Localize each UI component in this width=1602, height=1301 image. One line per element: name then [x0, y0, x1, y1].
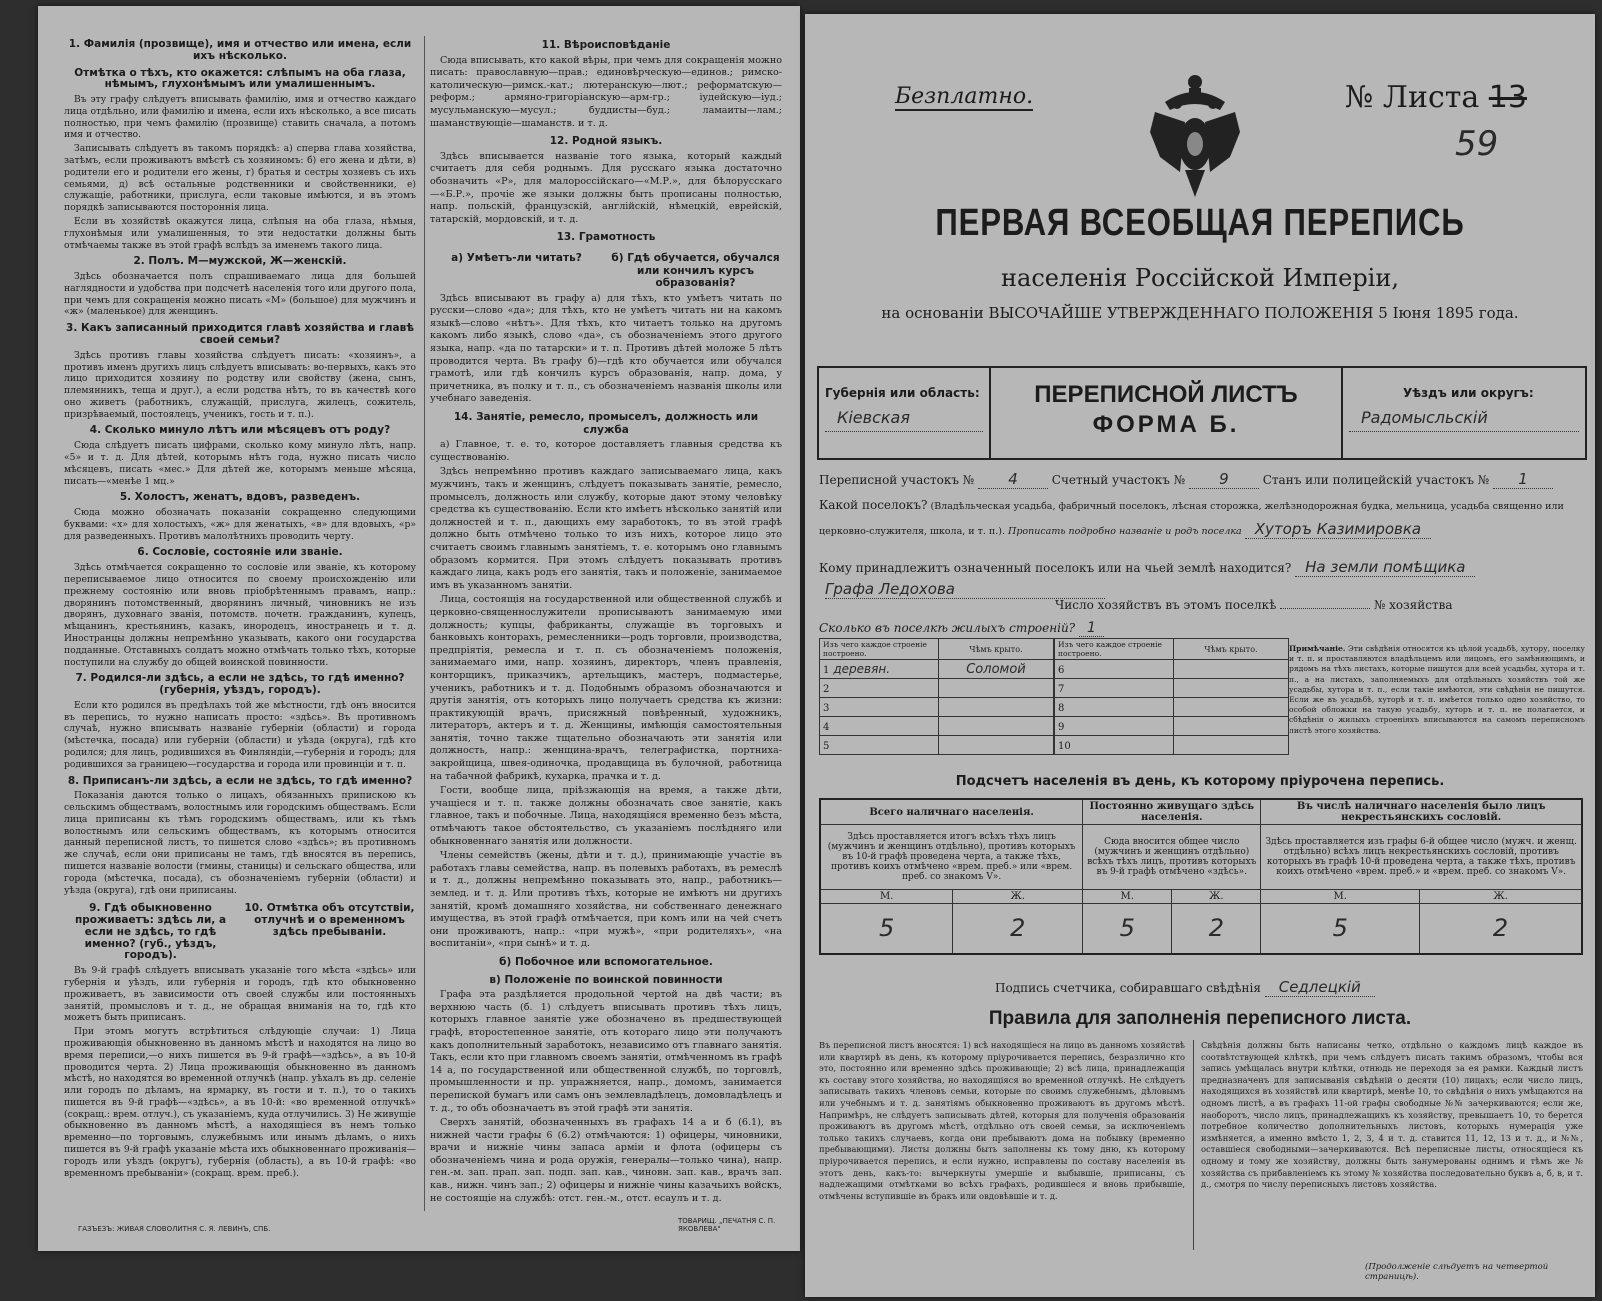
section-heading: 5. Холостъ, женатъ, вдовъ, разведенъ.: [119, 491, 361, 504]
buildings-tables: [819, 638, 1289, 755]
pop-value: 5: [1083, 904, 1172, 954]
schetny-value: 9: [1189, 470, 1259, 489]
perepisnoy-label: Переписной участокъ №: [819, 473, 975, 487]
region-header-box: [817, 366, 1587, 460]
pop-desc-permanent: Сюда вносится общее число (мужчинъ и женщинъ отдѣльно) всѣхъ тѣхъ лицъ, противъ которыхъ въ 9-й графѣ отмѣчено «здѣсь».: [1083, 825, 1261, 890]
pop-value: 2: [1420, 904, 1582, 954]
sheet-number: [1345, 80, 1527, 115]
sheet-number-old: 13: [1488, 80, 1527, 115]
section-paragraph: Записывать слѣдуетъ въ такомъ порядкѣ: а) сперва глава хозяйства, затѣмъ, если проживаютъ вмѣстѣ съ хозяиномъ: б) его жена и дѣти, в) родители его и родители его жены, г) братья и сестры хозяевъ съ ихъ семьями, д) всѣ остальные родственники и свойственники, е) служащіе, работники, прислуга, если таковые имѣются, и въ этомъ порядкѣ записываются постороннія лица.: [64, 143, 416, 214]
split-heading: [64, 898, 416, 965]
settlement-block: [819, 494, 1581, 543]
section-paragraph: Здѣсь противъ главы хозяйства слѣдуетъ писать: «хозяинъ», а противъ именъ другихъ лицъ слѣдуетъ вписывать: во-первыхъ, какъ это лицо приходится хозяину по родству или свойству (жена, сынъ, племянникъ, теща и друг.), а если родства нѣтъ, то въ качествѣ кого оно живетъ (работникъ, служащій, прислуга, жилецъ, сожитель, призрѣваемый, постоялецъ, ученикъ, гость и т. п.).: [64, 349, 416, 420]
section-paragraph: Здѣсь отмѣчается сокращенно то сословіе или званіе, къ которому переписываемое лицо относится по своему происхожденію или прежнему состоянію или вновь пріобрѣтеннымъ правамъ, напр.: дворянинъ потомственный, дворянинъ личный, чиновникъ не изъ дворянъ, духовнаго званія, потомств. почетн. гражданинъ, купецъ, мѣщанинъ, крестьянинъ, казакъ, инородецъ, иностранецъ и т. д. Иностранцы должны непремѣнно указывать, какого они государства подданные. Отставныхъ солдатъ можно отмѣчать только тѣхъ, которые поступили на службу до общей воинской повинности.: [64, 562, 416, 668]
building-row: [1055, 660, 1289, 679]
rules-continued: (Продолженіе слѣдуетъ на четвертой страницѣ).: [1365, 1262, 1549, 1282]
gubernia-value: Кіевская: [825, 404, 983, 432]
section-paragraph: Показанія даются только о лицахъ, обязанныхъ припискою къ сельскимъ обществамъ, волостнымъ или городскимъ обществамъ. Если лица приписаны къ тѣмъ городскимъ обществамъ, или къ тѣмъ волостнымъ или сельскимъ обществамъ, къ которымъ относится данный переписной листъ, то пишется слово «здѣсь»; въ противномъ же случаѣ, если они приписаны не тамъ, гдѣ вносятся въ перепись, пишется названіе волости (гмины, станицы) и сельскаго общества, или города (мѣстечка, посада), съ обозначеніемъ губерніи (области) и уѣзда (округа), гдѣ они приписаны.: [64, 790, 416, 896]
building-material-cell: [1055, 698, 1174, 717]
building-row: [820, 660, 1054, 679]
section-heading: 11. Вѣроисповѣданіе: [541, 39, 671, 51]
imperial-eagle-emblem-icon: [1145, 72, 1245, 202]
pop-header-total: Всего наличнаго населенія.: [820, 799, 1083, 825]
signature-value: Седлецкій: [1265, 978, 1375, 997]
rules-title: Правила для заполненія переписного листа.: [988, 1008, 1412, 1029]
pop-zh-header: Ж.: [1172, 890, 1261, 904]
households-count-label: Число хозяйствъ въ этомъ поселкѣ: [1055, 598, 1277, 612]
section-paragraph: Лица, состоящія на государственной или общественной службѣ и церковно-священнослужители прописываютъ занимаемую ими должность; купцы, фабриканты, служащіе въ торговыхъ и банковыхъ конторахъ, ремесленники—родъ торговли, производства, предпріятія, ремесла и т. п. съ обозначеніемъ положенія, занимаемаго ими, напр. хозяинъ, директоръ, членъ правленія, конторщикъ, приказчикъ, артельщикъ, мастеръ, подмастерье, ученикъ, работникъ и т. д. Подобнымъ образомъ обозначаются и другія занятія, отъ которыхъ лицо получаетъ средства къ жизни: практикующій врачъ, присяжный повѣренный, художникъ, литераторъ, актеръ и т. д. Женщины, имѣющія самостоятельныя занятія, точно также тщательно обозначають эти занятія или должность, напр.: женщина-врачъ, телеграфистка, портниха-закройщица, швея-одиночка, продавщица въ булочной, работница на табачной фабрикѣ, кухарка, прачка и т. д.: [430, 594, 782, 782]
owner-line: [819, 558, 1581, 576]
buildings-value: 1: [1079, 620, 1104, 637]
section-heading: 8. Приписанъ-ли здѣсь, а если не здѣсь, то гдѣ именно?: [67, 774, 413, 787]
section-heading: б) Гдѣ обучается, обучался или кончилъ курсъ образованія?: [611, 251, 780, 290]
note-title: Примѣчаніе.: [1289, 644, 1346, 653]
note-block: [1289, 644, 1585, 736]
pop-m-header: М.: [1261, 890, 1420, 904]
pop-m-header: М.: [820, 890, 953, 904]
section-paragraph: Сюда слѣдуетъ писать цифрами, сколько кому минуло лѣтъ, напр. «5» и т. д. Для дѣтей, которымъ нѣтъ года, нужно писать число мѣсяцевъ, писать «мес.» Для дѣтей же, которымъ меньше мѣсяца, писать—«менѣе 1 мц.»: [64, 440, 416, 487]
building-material-cell: [1055, 717, 1174, 736]
section-heading: 13. Грамотность: [556, 231, 656, 244]
signature-label: Подпись счетчика, собиравшаго свѣдѣнія: [995, 981, 1261, 995]
building-row: [820, 717, 1054, 736]
pop-desc-noncrest: Здѣсь проставляется изъ графы 6-й общее число (мужч. и женщ. отдѣльно) всѣхъ лицъ некрестьянскихъ сословій, противъ которыхъ въ графѣ 10-й проведена черта, а также тѣхъ, противъ коихъ отмѣчено «врем. преб.» и «врем. преб. со знакомъ V».: [1261, 825, 1582, 890]
pop-value: 5: [820, 904, 953, 954]
section-paragraph: Сюда можно обозначать показаніи сокращенно следующими буквами: «х» для холостыхъ, «ж» для женатыхъ, «в» для вдовыхъ, «р» для разведенныхъ. Противъ малолѣтнихъ проводить черту.: [64, 507, 416, 542]
section-heading: 9. Гдѣ обыкновенно проживаетъ: здѣсь ли, а если не здѣсь, то гдѣ именно? (губ., уѣздъ, городъ).: [74, 902, 227, 962]
building-row: [820, 679, 1054, 698]
pop-header-permanent: Постоянно живущаго здѣсь населенія.: [1083, 799, 1261, 825]
column-divider: [424, 36, 425, 1211]
building-row: [820, 736, 1054, 755]
section-heading: 12. Родной языкъ.: [549, 135, 663, 148]
rules-left-text: Въ переписной листъ вносятся: 1) всѣ находящіеся на лицо въ данномъ хозяйствѣ или квартирѣ въ день, къ которому пріурочивается перепись, безразлично кто это, постоянно или временно здѣсь проживающіе; 2) всѣ лица, принадлежащія къ составу этого хозяйства, но находящіяся во временной отлучкѣ. Не слѣдуетъ записывать такихъ членовъ семьи, которые по своимъ служебнымъ, дѣловымъ или учебнымъ и т. д. занятіямъ обыкновенно проживаютъ въ другомъ мѣстѣ. Напримѣръ, не слѣдуетъ записывать дѣтей, которыя для полученія образованія проживаютъ въ другомъ мѣстѣ, отдѣльно отъ своей семьи, за исключеніемъ только такихъ случаевъ, когда они пребываютъ дома на побывку (временно пребывающими). Листы должны быть заполнены къ тому дню, къ которому пріурочивается перепись, и если нужно, исправлены по составу населенія въ этотъ день, какъ-то: вычеркнуты умершіе и выбывшіе, приписаны, съ надлежащими отмѣтками во всѣхъ графахъ, родившіеся и вновь прибывшіе, отмѣчены вступившіе въ бракъ или овдовѣвшіе и т. д.: [819, 1040, 1185, 1201]
perepisnoy-value: 4: [978, 470, 1048, 489]
rules-divider: [1193, 1040, 1194, 1250]
section-paragraph: Въ 9-й графѣ слѣдуетъ вписывать указаніе того мѣста «здѣсь» или губернія и уѣздъ, или губернія и городъ, гдѣ кто обыкновенно проживаетъ, въ зависимости отъ своей службы или постоянныхъ занятій, промысловъ и т. д., не обращая вниманія на то, гдѣ кто можетъ быть приписанъ.: [64, 965, 416, 1024]
pop-value: 2: [1172, 904, 1261, 954]
building-material-cell: [820, 679, 939, 698]
owner-value-1: На земли помѣщика: [1295, 558, 1475, 577]
section-paragraph: Гости, вообще лица, пріѣзжающія на время, а также дѣти, учащіеся и т. п. также должны обозначать свое занятіе, какъ главное, такъ и побочные. Лица, находящіяся временно безъ мѣста, отмѣчаютъ такое обстоятельство, съ указаніемъ послѣдняго или обыкновеннаго занятія или должности.: [430, 785, 782, 847]
building-number: 4: [823, 722, 830, 733]
building-row: [820, 698, 1054, 717]
section-paragraph: Сюда вписывать, кто какой вѣры, при чемъ для сокращенія можно писать: православную—прав.; единовѣрческую—единов.; римско-католическую—римск.-кат.; лютеранскую—лют.; реформатскую—реформ.; армяно-григоріанскую—арм-гр.; іудейскую—іуд.; мусульманскую—мусул.; буддисты—буд.; ламаиты—лам.; шаманствующіе—шаманств. и т. д.: [430, 54, 782, 129]
build-header-roof-1: Чѣмъ крыто.: [939, 639, 1054, 660]
buildings-table-left: [819, 638, 1054, 755]
building-material-cell: [1055, 660, 1174, 679]
pop-header-noncrest: Въ числѣ наличнаго населенія было лицъ некрестьянскихъ сословій.: [1261, 799, 1582, 825]
building-roof: [1174, 698, 1289, 717]
section-paragraph: Графа эта раздѣляется продольной чертой на двѣ части; въ верхнюю часть (б. 1) слѣдуетъ вписывать противъ тѣхъ лицъ, которыхъ главное занятіе уже обозначено въ предшествующей графѣ, второстепенное занятіе, отъ котораго лицо эти получаютъ какъ дополнительный заработокъ, независимо отъ главнаго занятія. Такъ, если кто при главномъ своемъ занятіи, отмѣченномъ въ графѣ 14 а, по государственной или общественной службѣ, по торговлѣ, промышленности и пр. упражняется, напр., домомъ, занимается перепиской бумагъ или самъ онъ землевладѣлецъ, домовладѣлецъ и т. д., то объ обозначаетъ въ этой графѣ эти занятія.: [430, 989, 782, 1114]
pop-desc-total: Здѣсь проставляется итогъ всѣхъ тѣхъ лицъ (мужчинъ и женщинъ отдѣльно), противъ которыхъ въ 10-й графѣ проведена черта, а также тѣхъ, противъ коихъ отмѣчено «врем. преб.» или «врем. преб. со знакомъ V».: [820, 825, 1083, 890]
section-paragraph: Здѣсь обозначается полъ спрашиваемаго лица для большей наглядности и удобства при подсчетѣ населенія того или другого пола, при чемъ для сокращенія можно писать «М» (большое) для мужчинъ и «ж» (маленькое) для женщинъ.: [64, 271, 416, 318]
building-roof: Соломой: [939, 660, 1054, 679]
section-paragraph: При этомъ могутъ встрѣтиться слѣдующіе случаи: 1) Лица проживающія обыкновенно въ данномъ мѣстѣ и находятся на лицо во время переписи,—о нихъ пишется въ 9-й графѣ—«здѣсь», а въ 10-й проводится черта. 2) Лица проживающія обыкновенно въ данномъ мѣстѣ, но находятся во временной отлучкѣ (напр. уѣхалъ въ др. селеніе или городъ по дѣламъ, на ярмарку, въ гости и т. п.), то о такихъ пишется въ 9-й графѣ—«здѣсь», а въ 10-й: «во временной отлучкѣ» (сокращ.: врем. отлуч.), съ указаніемъ, куда отлучились. 3) Не живущіе обыкновенно въ данномъ мѣстѣ, а находящіеся въ немъ только временно—по торговымъ, служебнымъ или инымъ дѣламъ, о нихъ пишется въ 9-й графѣ указаніе мѣста ихъ обыкновеннаго проживанія—городъ или уѣздъ (округъ), губернія (область), а въ 10-й графѣ: «во временномъ пребываніи» (сокращ. врем. преб.).: [64, 1026, 416, 1179]
building-row: [1055, 698, 1289, 717]
uezd-value: Радомысльскій: [1349, 404, 1579, 432]
left-column-2: [430, 34, 782, 1207]
building-roof: [939, 717, 1054, 736]
section-heading: 4. Сколько минуло лѣтъ или мѣсяцевъ отъ роду?: [89, 424, 391, 437]
section-paragraph: Члены семействъ (жены, дѣти и т. д.), принимающіе участіе въ работахъ главы семейства, напр. въ полевыхъ работахъ, въ ремеслѣ и т. д., должны непремѣнно показывать это, напр., работникъ—землед. и т. д. Или противъ тѣхъ, которые не имѣютъ ни другихъ занятій, кромѣ домашняго хозяйства, ни собственнаго денежнаго имущества, въ этой графѣ отмѣчается, при комъ или на чей счетъ они проживаютъ, напр.: «при мужѣ», «при родителяхъ», «на воспитаніи», «при сынѣ» и т. д.: [430, 850, 782, 950]
census-title: ПЕРВАЯ ВСЕОБЩАЯ ПЕРЕПИСЬ: [935, 202, 1465, 244]
pop-m-header: М.: [1083, 890, 1172, 904]
signature-line: [995, 978, 1585, 996]
building-number: 2: [823, 684, 830, 695]
form-title-cell: [991, 368, 1343, 458]
building-material-cell: [1055, 679, 1174, 698]
gubernia-cell: [819, 368, 991, 458]
building-number: 9: [1058, 722, 1065, 733]
section-paragraph: Въ эту графу слѣдуетъ вписывать фамилію, имя и отчество каждаго лица отдѣльно, или фамилію и имена, если ихъ нѣсколько, а все писать полностью, при чемъ фамилію (прозвище) ставить сначала, а потомъ имя и отчество.: [64, 94, 416, 141]
census-subtitle: населенія Россійской Имперіи,: [1001, 264, 1399, 292]
free-label: Безплатно.: [895, 84, 1034, 109]
buildings-label: Сколько въ поселкѣ жилыхъ строеній?: [819, 621, 1076, 635]
building-material-cell: [820, 660, 939, 679]
poselok-value: Хуторъ Казимировка: [1245, 520, 1431, 539]
section-heading: 6. Сословіе, состояніе или званіе.: [137, 546, 343, 559]
right-page: [805, 14, 1595, 1297]
section-heading: 3. Какъ записанный приходится главѣ хозяйства и главѣ своей семьи?: [66, 322, 414, 346]
building-number: 5: [823, 741, 830, 752]
poselok-desc: (Владѣльческая усадьба, фабричный поселокъ, лѣсная сторожка, желѣзнодорожная будка, мельница, усадьба священно или церковно-служителя, школа, и т. п.).: [819, 501, 1564, 537]
building-roof: [1174, 717, 1289, 736]
note-text: Эти свѣдѣнія относятся къ цѣлой усадьбѣ, хутору, поселку и т. п. и проставляются владѣльцемъ или лицомъ, его замѣняющимъ, и рядомъ на тѣхъ листахъ, которые пишутся для всей усадьбы, хутора и т. п., а на листахъ, заполняемыхъ для отдѣльныхъ хозяйствъ той же усадьбы, хутора и т. п., если такіе имѣются, эти свѣдѣнія не пишутся. Если же въ усадьбѣ, хуторѣ и т. п. имѣется только одно хозяйство, то особой обложки на такую усадьбу, хуторъ и т. п. не полагается, и сбѣдѣнія о жилыхъ строеніяхъ вписываются на самомъ переписномъ листѣ этого хозяйства.: [1289, 644, 1585, 735]
building-material-cell: [820, 717, 939, 736]
household-no-label: № хозяйства: [1373, 598, 1453, 612]
building-number: 6: [1058, 665, 1065, 676]
poselok-hint: Прописать подробно названіе и родъ поселка: [1008, 526, 1242, 537]
form-title: ПЕРЕПИСНОЙ ЛИСТЪ: [1034, 381, 1298, 408]
rules-right-text: Свѣдѣнія должны быть написаны четко, отдѣльно о каждомъ лицѣ каждое въ соотвѣтствующей клѣткѣ, при чемъ слѣдуетъ писать такимъ образомъ, чтобы вся запись умѣщалась внутри клѣтки, отнюдь не переходя за ея рамки. Каждый листъ предназначенъ для записыванія свѣдѣній о десяти (10) лицахъ; если число лицъ, находящихся въ хозяйствѣ или квартирѣ, менѣе 10, то свѣдѣнія о нихъ умѣщаются на одномъ листѣ, а въ графахъ 11-ой графы свободные №№ зачеркиваются; если же, наоборотъ, число лицъ, принадлежащихъ къ хозяйству, превышаетъ 10, то берется потребное количество дополнительныхъ листовъ, которыхъ нумерація уже измѣняется, а именно вмѣсто 1, 2, 3, 4 и т. д. ставится 11, 12, 13 и т. д., и №№, оставшіеся свободными—зачеркиваются. Всѣ переписные листы, относящіеся къ одному и тому же хозяйству, должны быть занумерованы однимъ и тѣмъ же № хозяйства съ прибавленіемъ къ этому № хозяйства последовательно буквъ а, б, в, и т. д., смотря по числу переписныхъ листовъ хозяйства.: [1201, 1040, 1583, 1190]
building-roof: [1174, 736, 1289, 755]
section-paragraph: а) Главное, т. е. то, которое доставляетъ главныя средства къ существованію.: [430, 439, 782, 463]
printer-footer-right: ТОВАРИЩ. „ПЕЧАТНЯ С. П. ЯКОВЛЕВА": [678, 1217, 776, 1233]
stan-label: Станъ или полицейскій участокъ №: [1262, 473, 1490, 487]
population-count-title: Подсчетъ населенія въ день, къ которому пріурочена перепись.: [955, 774, 1445, 789]
pop-zh-header: Ж.: [953, 890, 1083, 904]
census-basis: на основаніи ВЫСОЧАЙШЕ УТВЕРЖДЕННАГО ПОЛОЖЕНІЯ 5 Іюня 1895 года.: [881, 304, 1519, 322]
building-material: деревян.: [833, 662, 891, 676]
buildings-table-right: [1054, 638, 1289, 755]
section-paragraph: Если кто родился въ предѣлахъ той же мѣстности, гдѣ онъ вносится въ перепись, то нужно написать просто: «здѣсь». Въ противномъ случаѣ, нужно вписывать названіе губерніи (области) и города (мѣстечка, посада) или губерніи (области) и уѣзда (округа), гдѣ кто родился; для лицъ, родившихся въ Финляндіи,—губернія и городъ; для родившихся за границею—государства и города или провинціи и т. п.: [64, 699, 416, 770]
form-subtitle: ФОРМА Б.: [1092, 411, 1240, 438]
building-material-cell: [820, 698, 939, 717]
sheet-number-label: № Листа: [1345, 80, 1480, 115]
section-heading: 14. Занятіе, ремесло, промыселъ, должность или служба: [453, 411, 759, 436]
building-number: 7: [1058, 684, 1065, 695]
pop-value: 5: [1261, 904, 1420, 954]
build-header-material-1: Изъ чего каждое строеніе построено.: [820, 639, 939, 660]
section-heading: 2. Полъ. М—мужской, Ж—женскій.: [133, 255, 347, 268]
split-heading: [430, 247, 782, 293]
households-line: [1055, 598, 1575, 612]
building-roof: [1174, 660, 1289, 679]
section-paragraph: Здѣсь непремѣнно противъ каждаго записываемаго лица, какъ мужчинъ, такъ и женщинъ, слѣдуетъ показывать занятіе, ремесло, промыселъ, должность или службу, которые дают этому человѣку средства къ существованію. Если кто имѣетъ нѣсколько занятій или должностей и т. п., дающихъ ему заработокъ, то въ этой графѣ должно быть отмѣчено только то изъ нихъ, которое лицо это считаетъ своимъ главнымъ занятіемъ, т. е. которымъ оно главнымъ образомъ кормится. При этомъ слѣдуетъ показывать противъ каждаго лица, какъ родъ его занятія, такъ и положеніе, занимаемое имъ въ указанномъ занятіи.: [430, 466, 782, 591]
uezd-label: Уѣздъ или округъ:: [1403, 386, 1534, 400]
pop-value: 2: [953, 904, 1083, 954]
building-roof: [1174, 679, 1289, 698]
section-paragraph: Здѣсь вписывается названіе того языка, который каждый считаетъ для себя роднымъ. Для русскаго языка достаточно обозначить «Р», для малороссійскаго—«М.Р.», для бѣлорусскаго—«Б.Р.», прочіе же языки должны быть прописаны полностью, напр. польскій, французскій, англійскій, нѣмецкій, еврейскій, татарскій, мордовскій, и т. д.: [430, 150, 782, 225]
poselok-label: Какой поселокъ?: [819, 498, 928, 512]
building-material-cell: [820, 736, 939, 755]
build-header-roof-2: Чѣмъ крыто.: [1174, 639, 1289, 660]
district-line: [819, 470, 1579, 489]
section-heading: а) Умѣетъ-ли читать?: [451, 251, 582, 264]
left-column-1: [64, 34, 416, 1181]
sheet-number-handwritten: 59: [1455, 124, 1499, 164]
left-page: [38, 6, 800, 1251]
section-heading: в) Положеніе по воинской повинности: [489, 973, 723, 986]
section-heading: 10. Отмѣтка объ отсутствіи, отлучнѣ и о временномъ здѣсь пребываніи.: [244, 902, 415, 938]
section-heading: 7. Родился-ли здѣсь, а если не здѣсь, то гдѣ именно? (губернія, уѣздъ, городъ).: [75, 672, 405, 697]
uezd-cell: [1343, 368, 1585, 458]
building-row: [1055, 717, 1289, 736]
building-row: [1055, 679, 1289, 698]
buildings-line: [819, 620, 1104, 636]
gubernia-label: Губернія или область:: [825, 386, 980, 400]
building-number: 3: [823, 703, 830, 714]
build-header-material-2: Изъ чего каждое строеніе построено.: [1055, 639, 1174, 660]
pop-zh-header: Ж.: [1420, 890, 1582, 904]
section-paragraph: Сверхъ занятій, обозначенныхъ въ графахъ 14 а и б (6.1), въ нижней части графы 6 (6.2) отмѣчаются: 1) офицеры, чиновники, врачи и нижніе чины запаса арміи и флота (офицеры съ обозначеніемъ чина и рода оружія, генералы—только чина), напр. ген.-м. зап. прап. зап. подп. зап. кав., чиновн. зап. кав., врачъ зап. кав., нижн. чинъ зап.; 2) офицеры и нижніе чины казачьихъ войскъ, не состоящіе на службѣ: отст. ген.-м., отст. есаулъ и т. д.: [430, 1117, 782, 1204]
building-row: [1055, 736, 1289, 755]
section-heading: б) Побочное или вспомогательное.: [499, 955, 713, 968]
section-paragraph: Здѣсь вписывают въ графу а) для тѣхъ, кто умѣетъ читать по русски—слово «да»; для тѣхъ, кто не умѣетъ читать ни на какомъ языкѣ—слово «нѣтъ». Для тѣхъ, кто читаетъ только на другомъ какомъ либо языкѣ, слово «да», съ обозначеніемъ этого другого языка, напр. «да по татарски» и т. п. Противъ дѣтей моложе 5 лѣтъ проводится черта. Въ графу б)—гдѣ кто обучается или обучался грамотѣ, или гдѣ кончилъ курсъ образованія, напр. дома, у причетника, въ полку и т. п., съ обозначеніемъ названія школы или учебнаго заведенія.: [430, 292, 782, 405]
households-count-value: [1280, 608, 1370, 609]
section-paragraph: Если въ хозяйствѣ окажутся лица, слѣпыя на оба глаза, нѣмыя, глухонѣмыя или умалишенныя, то эти недостатки должны быть отмѣчаемы также въ этой графѣ вслѣдъ за именемъ такого лица.: [64, 215, 416, 251]
printer-footer-left: ГАЗЪЕЗЪ: ЖИВАЯ СЛОВОЛИТНЯ С. Я. ЛЕВИНЪ, СПБ.: [78, 1225, 271, 1233]
building-number: 10: [1058, 741, 1071, 752]
building-roof: [939, 698, 1054, 717]
population-count-table: [819, 798, 1583, 955]
building-number: 1: [823, 665, 830, 676]
owner-label: Кому принадлежитъ означенный поселокъ или на чьей землѣ находится?: [819, 561, 1292, 575]
schetny-label: Счетный участокъ №: [1051, 473, 1186, 487]
building-material-cell: [1055, 736, 1174, 755]
owner-value-2: Графа Ледохова: [825, 580, 1105, 599]
building-roof: [939, 736, 1054, 755]
building-number: 8: [1058, 703, 1065, 714]
section-heading: 1. Фамилія (прозвище), имя и отчество или имена, если ихъ нѣсколько.: [68, 38, 412, 62]
building-roof: [939, 679, 1054, 698]
section-heading: Отмѣтка о тѣхъ, кто окажется: слѣпымъ на оба глаза, нѣмымъ, глухонѣмымъ или умалишеннымъ.: [74, 66, 406, 91]
stan-value: 1: [1493, 470, 1553, 489]
